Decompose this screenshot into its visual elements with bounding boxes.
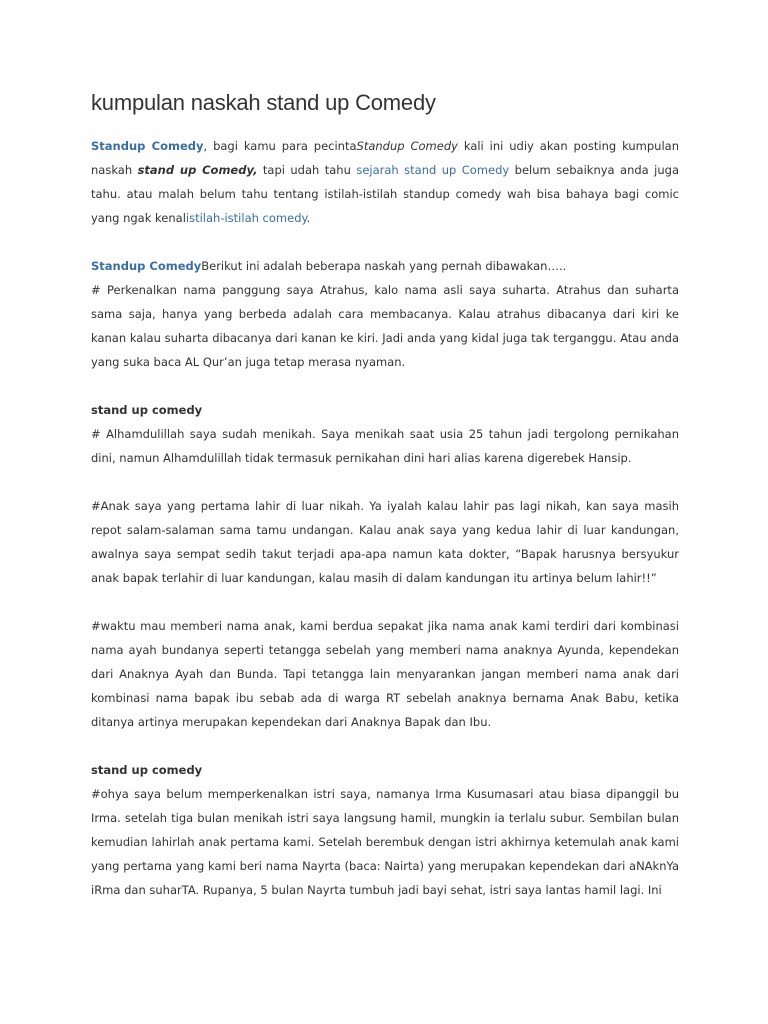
section-heading-1: stand up comedy [91, 403, 203, 417]
document-page [91, 86, 679, 902]
sejarah-link[interactable]: sejarah stand up Comedy [356, 163, 510, 177]
paragraph-1: # Perkenalkan nama panggung saya Atrahus, kalo nama asli saya suharta. Atrahus dan suharta sama saja, hanya yang berbeda adalah cara membacanya. Kalau atrahus dibacanya dari kiri ke kanan kalau suharta dibacanya dari kanan ke kiri. Jadi anda yang kidal juga tak terganggu. Atau anda yang suka baca AL Qur’an juga tetap merasa nyaman. [91, 283, 679, 369]
section-heading-2: stand up comedy [91, 763, 203, 777]
intro-text-4: belum sebaiknya anda juga tahu. atau malah belum tahu tentang istilah-istilah standup comedy wah bisa bahaya bagi comic yang ngak kenal [91, 163, 680, 225]
spacer [91, 470, 679, 494]
paragraph-3: #Anak saya yang pertama lahir di luar nikah. Ya iyalah kalau lahir pas lagi nikah, kan saya masih repot salam-salaman sama tamu undangan. Kalau anak saya yang kedua lahir di luar kandungan, awalnya saya sempat sedih takut terjadi apa-apa namun kata dokter, “Bapak harusnya bersyukur anak bapak terlahir di luar kandungan, kalau masih di dalam kandungan itu artinya belum lahir!!” [91, 499, 679, 585]
intro-italic: Standup Comedy [356, 139, 458, 153]
section1-text: Berikut ini adalah beberapa naskah yang pernah dibawakan….. [201, 259, 567, 273]
intro-paragraph [91, 134, 679, 230]
intro-text-2: kali ini udiy akan posting kumpulan naskah [91, 139, 679, 177]
spacer [91, 590, 679, 614]
intro-text-1: , bagi kamu para pecinta [203, 139, 357, 153]
section1-line [91, 254, 679, 278]
intro-text-3: tapi udah tahu [257, 163, 357, 177]
spacer [91, 734, 679, 758]
paragraph-5: #ohya saya belum memperkenalkan istri saya, namanya Irma Kusumasari atau biasa dipanggil bu Irma. setelah tiga bulan menikah istri saya langsung hamil, mungkin ia terlalu subur. Sembilan bulan kemudian lahirlah anak pertama kami. Setelah berembuk dengan istri akhirnya ketemulah anak kami yang pertama yang kami beri nama Nayrta (baca: Nairta) yang merupakan kependekan dari aNAknYa iRma dan suharTA. Rupanya, 5 bulan Nayrta tumbuh jadi bayi sehat, istri saya lantas hamil lagi. Ini [91, 787, 679, 897]
spacer [91, 374, 679, 398]
spacer [91, 230, 679, 254]
intro-bold-italic: stand up Comedy, [137, 163, 258, 177]
intro-text-5: . [306, 211, 311, 225]
standup-comedy-link[interactable]: Standup Comedy [91, 139, 204, 153]
paragraph-4: #waktu mau memberi nama anak, kami berdua sepakat jika nama anak kami terdiri dari kombinasi nama ayah bundanya seperti tetangga sebelah yang memberi nama anaknya Ayunda, kependekan dari Anaknya Ayah dan Bunda. Tapi tetangga lain menyarankan jangan memberi nama anak dari kombinasi nama bapak ibu sebab ada di warga RT sebelah anaknya bernama Anak Babu, ketika ditanya artinya merupakan kependekan dari Anaknya Bapak dan Ibu. [91, 619, 679, 729]
standup-comedy-link-2[interactable]: Standup Comedy [91, 259, 202, 273]
istilah-link[interactable]: istilah-istilah comedy [185, 211, 307, 225]
paragraph-2: # Alhamdulillah saya sudah menikah. Saya menikah saat usia 25 tahun jadi tergolong pernikahan dini, namun Alhamdulillah tidak termasuk pernikahan dini hari alias karena digerebek Hansip. [91, 427, 679, 465]
page-title: kumpulan naskah stand up Comedy [91, 90, 436, 115]
